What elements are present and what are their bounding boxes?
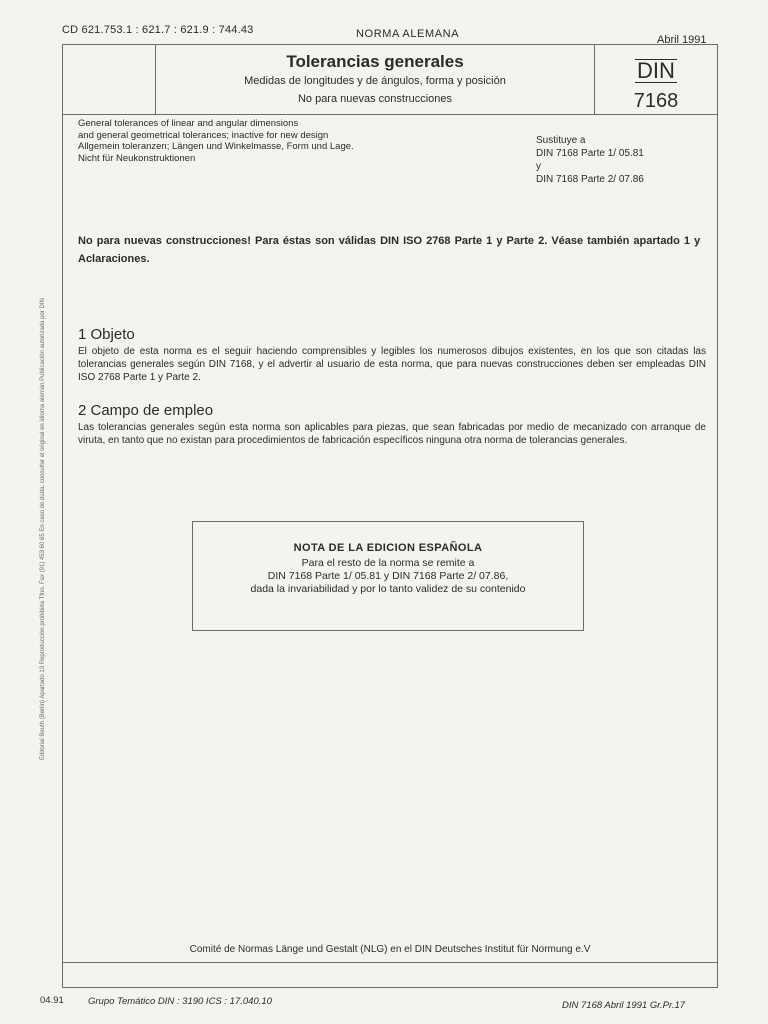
din-logo bbox=[594, 58, 718, 84]
note-line: DIN 7168 Parte 1/ 05.81 y DIN 7168 Parte 2/ 07.86, bbox=[267, 570, 509, 582]
section-body-campo: Las tolerancias generales según esta norma son aplicables para piezas, que sean fabricadas por medio de mecanizado con arranque de viruta, en tanto que no existan para procedimientos de fabricación específicos ninguna otra norma de tolerancias generales. bbox=[78, 422, 706, 446]
spanish-edition-note bbox=[192, 521, 584, 631]
substitutes-block bbox=[536, 134, 706, 186]
substitutes-label: Sustituye a bbox=[536, 135, 586, 146]
page-subtitle: Medidas de longitudes y de ángulos, forma y posición bbox=[244, 75, 506, 87]
section-title-campo: 2 Campo de empleo bbox=[78, 402, 214, 419]
intro-line: and general geometrical tolerances; inactive for new design bbox=[78, 129, 329, 141]
page-title: Tolerancias generales bbox=[286, 52, 464, 71]
publisher-sidebar: Editorial Beuth (Berlin) Apartado 13 Reproducción prohibida Tfno. Fax (91) 453 60 65 En caso de duda, consultar el original en idioma alemán Publicación autorizada por DIN bbox=[40, 298, 46, 760]
notice-paragraph: No para nuevas construcciones! Para éstas son válidas DIN ISO 2768 Parte 1 y Parte 2. Véase también apartado 1 y Aclaraciones. bbox=[78, 235, 701, 265]
note-line: Para el resto de la norma se remite a bbox=[301, 557, 475, 569]
substitutes-ref-2: DIN 7168 Parte 2/ 07.86 bbox=[536, 174, 644, 185]
intro-line: Allgemein toleranzen; Längen und Winkelmasse, Form und Lage. bbox=[78, 141, 354, 152]
intro-line: Nicht für Neukonstruktionen bbox=[78, 152, 196, 164]
substitutes-ref-1: DIN 7168 Parte 1/ 05.81 bbox=[536, 148, 644, 159]
din-label: DIN bbox=[637, 58, 675, 83]
publication-date: Abril 1991 bbox=[657, 34, 707, 46]
note-line: dada la invariabilidad y por lo tanto validez de su contenido bbox=[250, 583, 526, 595]
cd-classification: CD 621.753.1 : 621.7 : 621.9 : 744.43 bbox=[62, 24, 254, 36]
section-title-objeto: 1 Objeto bbox=[78, 326, 135, 343]
intro-titles bbox=[78, 118, 518, 164]
committee-line: Comité de Normas Länge und Gestalt (NLG) en el DIN Deutsches Institut für Normung e.V bbox=[189, 944, 591, 955]
thematic-group: Grupo Temático DIN : 3190 ICS : 17.040.10 bbox=[88, 996, 272, 1007]
header-left-cell bbox=[62, 44, 156, 114]
intro-line: General tolerances of linear and angular dimensions bbox=[78, 118, 299, 129]
page-subtitle-2: No para nuevas construcciones bbox=[297, 93, 453, 105]
footer-reference: DIN 7168 Abril 1991 Gr.Pr.17 bbox=[562, 1000, 686, 1011]
section-body-objeto: El objeto de esta norma es el seguir haciendo comprensibles y legibles los numerosos dibujos existentes, en los que son citadas las tolerancias generales según DIN 7168, y el advertir al usuario de esta norma, que para nuevas construcciones deben ser empleadas DIN ISO 2768 Parte 1 y Parte 2. bbox=[78, 346, 706, 383]
header-divider bbox=[62, 114, 718, 115]
din-number: 7168 bbox=[633, 90, 679, 112]
footer-divider bbox=[62, 962, 718, 963]
edition-code: 04.91 bbox=[40, 995, 64, 1006]
note-heading: NOTA DE LA EDICION ESPAÑOLA bbox=[293, 542, 483, 554]
norma-label: NORMA ALEMANA bbox=[356, 28, 460, 40]
substitutes-conj: y bbox=[536, 161, 541, 172]
